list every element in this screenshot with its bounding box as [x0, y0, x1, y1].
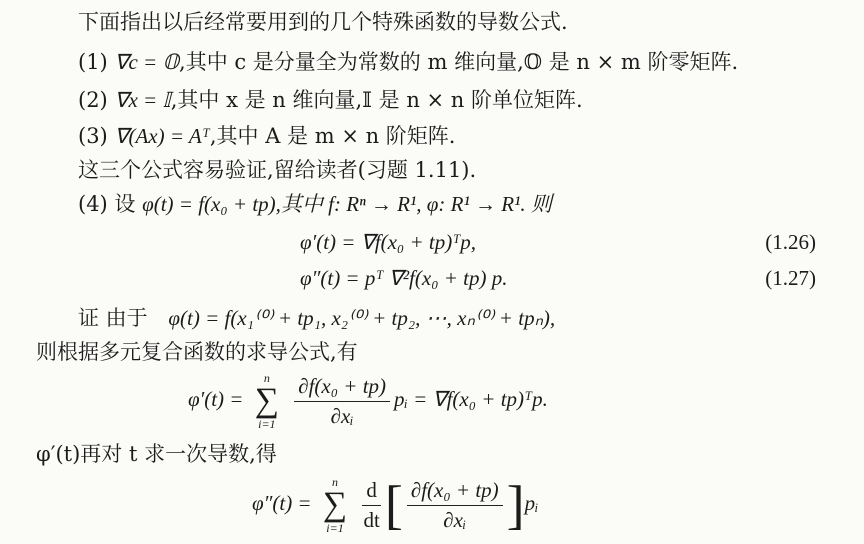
- second-derivative-text: φ′(t)再对 t 求一次导数,得: [36, 442, 277, 466]
- sum-upper-limit-2: n: [331, 475, 338, 489]
- formula-1-lhs: ∇c = 𝕆: [114, 50, 180, 74]
- right-bracket: ]: [506, 475, 525, 535]
- intro-text: 下面指出以后经常要用到的几个特殊函数的导数公式.: [78, 10, 568, 34]
- formula-4-label: (4) 设: [78, 192, 136, 216]
- d-dt-operator: [362, 478, 381, 533]
- second-derivative-lhs: φ″(t) =: [252, 490, 312, 515]
- formula-2: [78, 86, 583, 114]
- formula-1-label: (1): [78, 50, 108, 74]
- partial-denominator-2: ∂xᵢ: [443, 507, 467, 532]
- first-derivative-equation: [188, 372, 548, 430]
- partial-numerator-2: ∂f(x₀ + tp): [407, 478, 503, 506]
- formula-2-text: ,其中 x 是 n 维向量,𝕀 是 n × n 阶单位矩阵.: [170, 88, 583, 112]
- second-derivative-equation: [252, 476, 538, 534]
- formula-3-lhs: ∇(Ax) = Aᵀ: [114, 124, 210, 148]
- partial-denominator: ∂xᵢ: [330, 403, 354, 428]
- partial-fraction: [294, 374, 390, 429]
- summation-symbol-2: n ∑ i=1: [322, 475, 348, 535]
- equation-1-26: φ′(t) = ∇f(x₀ + tp)ᵀp,: [300, 230, 477, 254]
- proof-line: [78, 304, 555, 332]
- sum-lower-limit-2: i=1: [326, 521, 344, 535]
- formula-1-text: ,其中 c 是分量全为常数的 m 维向量,𝕆 是 n × m 阶零矩阵.: [179, 50, 739, 74]
- formula-3-label: (3): [78, 124, 108, 148]
- exercise-note: 这三个公式容易验证,留给读者(习题 1.11).: [78, 158, 477, 182]
- formula-3-text: ,其中 A 是 m × n 阶矩阵.: [209, 124, 456, 148]
- partial-numerator: ∂f(x₀ + tp): [294, 374, 390, 402]
- equation-1-27: φ″(t) = pᵀ ∇²f(x₀ + tp) p.: [300, 266, 508, 290]
- first-derivative-lhs: φ′(t) =: [188, 386, 244, 411]
- partial-fraction-2: [407, 478, 503, 533]
- left-bracket: [: [384, 475, 403, 535]
- equation-number-1-26: (1.26): [765, 230, 816, 254]
- first-derivative-rhs: pᵢ = ∇f(x₀ + tp)ᵀp.: [394, 386, 548, 411]
- sum-lower-limit: i=1: [258, 417, 276, 431]
- formula-1: [78, 48, 738, 76]
- sum-upper-limit: n: [263, 371, 270, 385]
- second-derivative-rhs: pᵢ: [524, 490, 539, 515]
- formula-4: [78, 190, 552, 218]
- formula-3: [78, 122, 455, 150]
- formula-4-statement: φ(t) = f(x₀ + tp),其中 f: Rⁿ → R¹, φ: R¹ → R¹. 则: [142, 192, 552, 216]
- d-numerator: d: [362, 478, 381, 506]
- proof-prefix: 证 由于: [78, 306, 148, 330]
- formula-2-lhs: ∇x = 𝕀: [114, 88, 171, 112]
- formula-2-label: (2): [78, 88, 108, 112]
- proof-expression: φ(t) = f(x₁⁽⁰⁾ + tp₁, x₂⁽⁰⁾ + tp₂, ⋯, xₙ⁽⁰⁾ + tpₙ),: [168, 306, 556, 330]
- summation-symbol: n ∑ i=1: [254, 371, 279, 431]
- dt-denominator: dt: [363, 507, 380, 532]
- chain-rule-text: 则根据多元复合函数的求导公式,有: [36, 340, 358, 364]
- equation-number-1-27: (1.27): [765, 266, 816, 290]
